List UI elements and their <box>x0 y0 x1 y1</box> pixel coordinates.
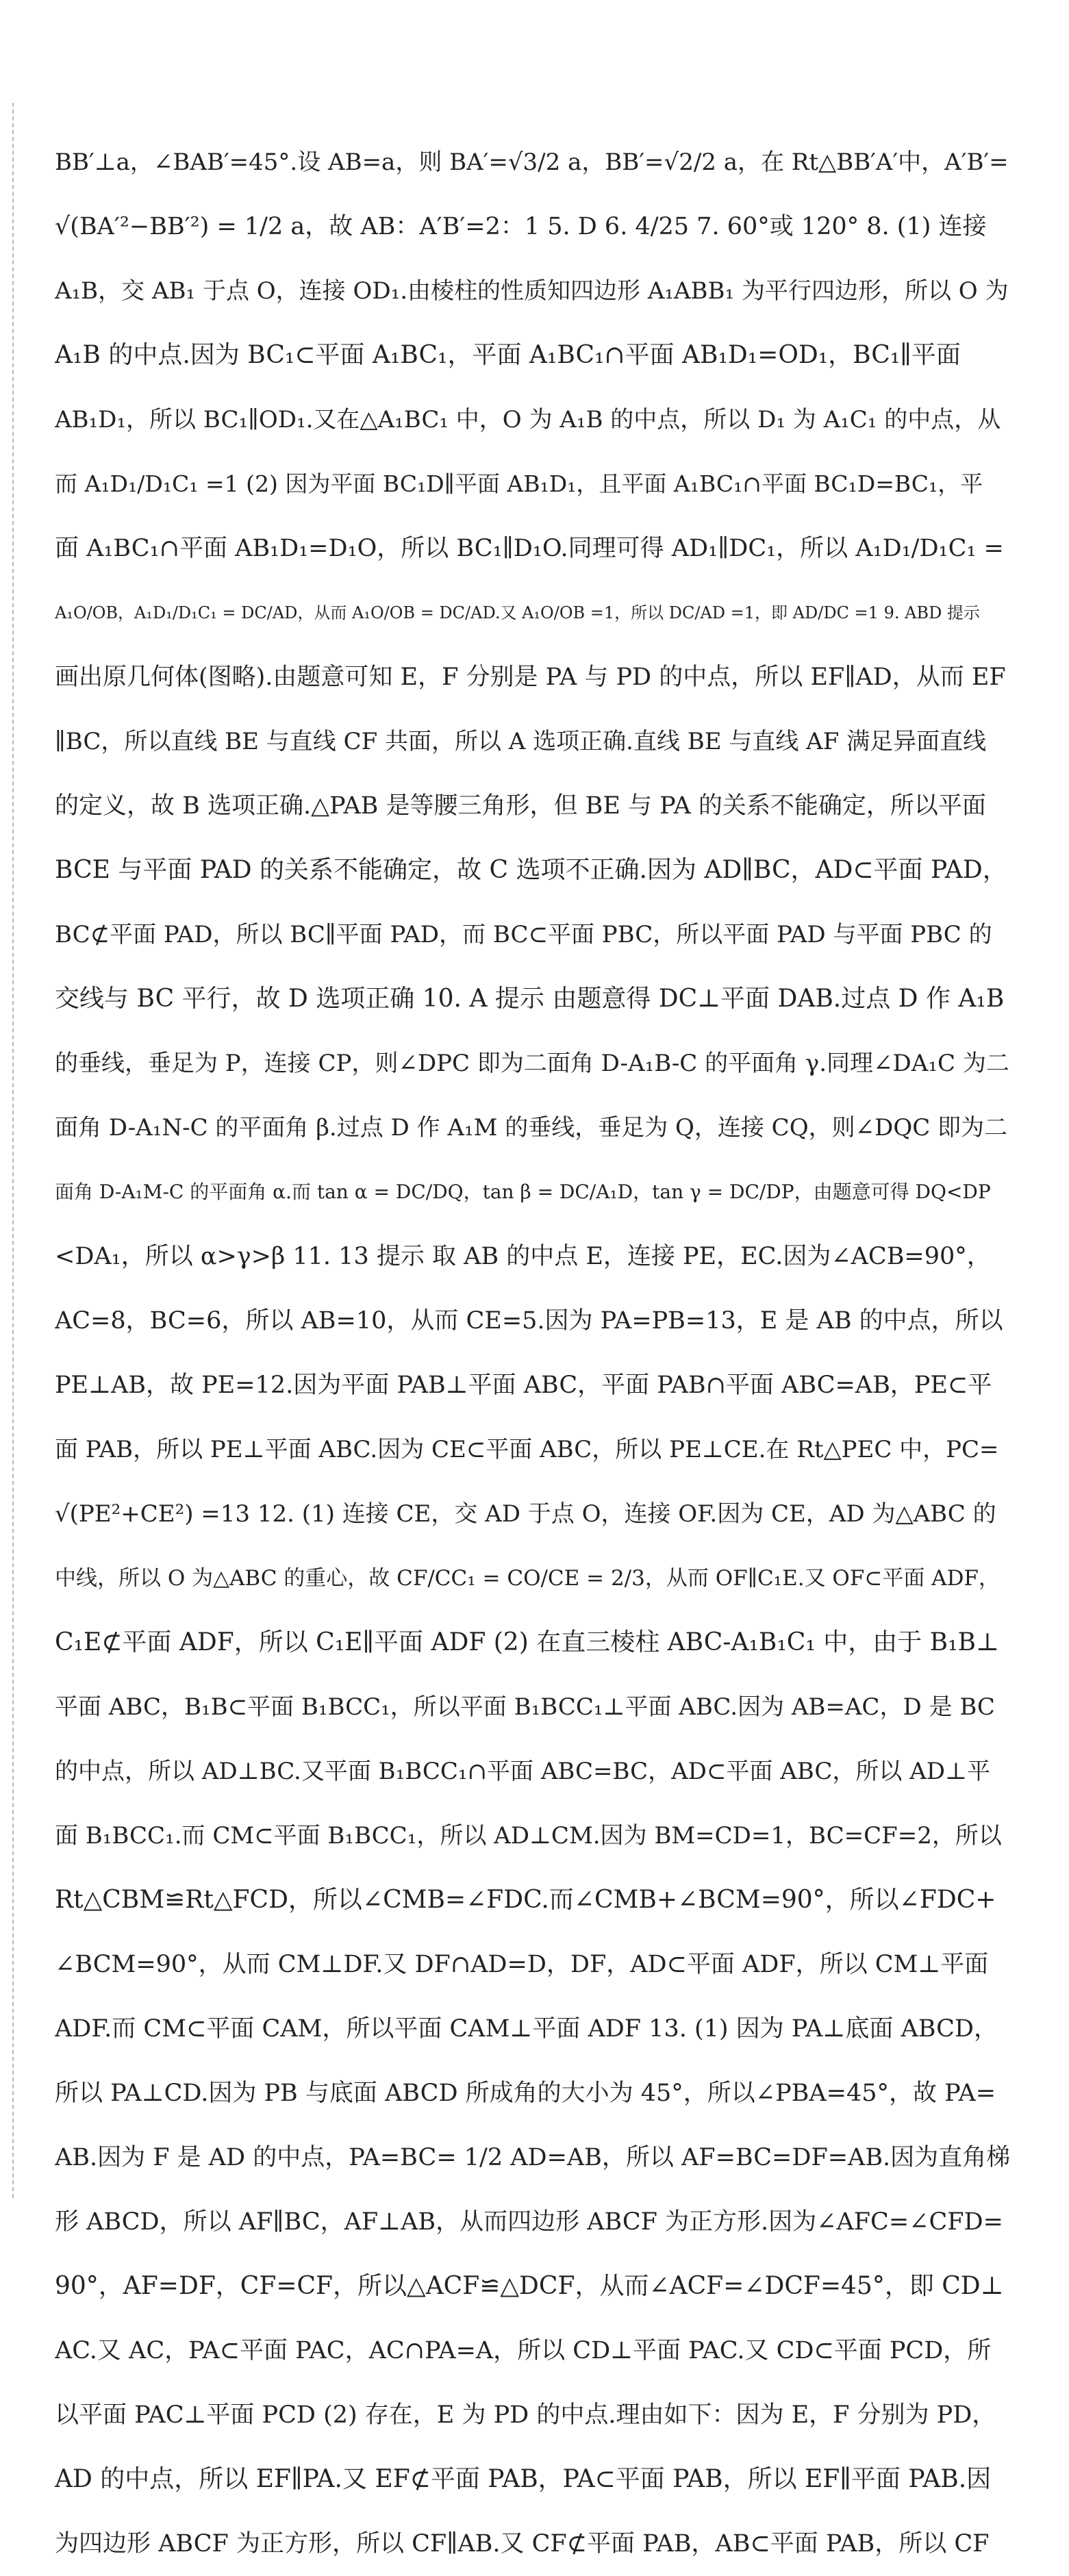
text-line: √(PE²+CE²) =13 12. (1) 连接 CE，交 AD 于点 O，连接 OF.因为 CE，AD 为△ABC 的 <box>55 1500 996 1528</box>
text-line: 面角 D-A₁M-C 的平面角 α.而 tan α = DC/DQ，tan β = DC/A₁D，tan γ = DC/DP，由题意可得 DQ<DP <box>55 1180 991 1203</box>
text-line: BB′⊥a，∠BAB′=45°.设 AB=a，则 BA′=√3/2 a，BB′=√2/2 a，在 Rt△BB′A′中，A′B′= <box>55 149 1009 176</box>
text-line: 为四边形 ABCF 为正方形，所以 CF∥AB.又 CF⊄平面 PAB，AB⊂平面 PAB，所以 CF <box>55 2530 990 2558</box>
text-line: 面 B₁BCC₁.而 CM⊂平面 B₁BCC₁，所以 AD⊥CM.因为 BM=CD=1，BC=CF=2，所以 <box>55 1822 1002 1849</box>
text-line: 形 ABCD，所以 AF∥BC，AF⊥AB，从而四边形 ABCF 为正方形.因为∠AFC=∠CFD= <box>55 2208 1003 2236</box>
text-line: Rt△CBM≌Rt△FCD，所以∠CMB=∠FDC.而∠CMB+∠BCM=90°，所以∠FDC+ <box>55 1886 996 1914</box>
text-line: 的定义，故 B 选项正确.△PAB 是等腰三角形，但 BE 与 PA 的关系不能确定，所以平面 <box>55 792 986 820</box>
text-line: 以平面 PAC⊥平面 PCD (2) 存在，E 为 PD 的中点.理由如下：因为 E，F 分别为 PD， <box>55 2401 996 2429</box>
text-line: 90°，AF=DF，CF=CF，所以△ACF≌△DCF，从而∠ACF=∠DCF=45°，即 CD⊥ <box>55 2272 1004 2300</box>
text-line: 中线，所以 O 为△ABC 的重心，故 CF/CC₁ = CO/CE = 2/3，从而 OF∥C₁E.又 OF⊂平面 ADF， <box>55 1566 1000 1591</box>
text-line: BC⊄平面 PAD，所以 BC∥平面 PAD，而 BC⊂平面 PBC，所以平面 PAD 与平面 PBC 的 <box>55 921 992 948</box>
text-line: 平面 ABC，B₁B⊂平面 B₁BCC₁，所以平面 B₁BCC₁⊥平面 ABC.因为 AB=AC，D 是 BC <box>55 1693 995 1721</box>
text-line: AD 的中点，所以 EF∥PA.又 EF⊄平面 PAB，PA⊂平面 PAB，所以 EF∥平面 PAB.因 <box>55 2465 992 2493</box>
text-line: PE⊥AB，故 PE=12.因为平面 PAB⊥平面 ABC，平面 PAB∩平面 ABC=AB，PE⊂平 <box>55 1372 992 1399</box>
text-line: A₁B，交 AB₁ 于点 O，连接 OD₁.由棱柱的性质知四边形 A₁ABB₁ 为平行四边形，所以 O 为 <box>55 277 1009 305</box>
text-line: 的垂线，垂足为 P，连接 CP，则∠DPC 即为二面角 D-A₁B-C 的平面角 γ.同理∠DA₁C 为二 <box>55 1050 1009 1077</box>
text-line: 画出原几何体(图略).由题意可知 E，F 分别是 PA 与 PD 的中点，所以 EF∥AD，从而 EF <box>55 664 1006 691</box>
text-line: BCE 与平面 PAD 的关系不能确定，故 C 选项不正确.因为 AD∥BC，AD⊂平面 PAD， <box>55 856 1007 884</box>
text-line: AB.因为 F 是 AD 的中点，PA=BC= 1/2 AD=AB，所以 AF=BC=DF=AB.因为直角梯 <box>55 2144 1010 2171</box>
text-line: ADF.而 CM⊂平面 CAM，所以平面 CAM⊥平面 ADF 13. (1) 因为 PA⊥底面 ABCD， <box>55 2015 998 2043</box>
text-line: <DA₁，所以 α>γ>β 11. 13 提示 取 AB 的中点 E，连接 PE，EC.因为∠ACB=90°， <box>55 1243 991 1270</box>
text-line: ∥BC，所以直线 BE 与直线 CF 共面，所以 A 选项正确.直线 BE 与直线 AF 满足异面直线 <box>55 728 987 755</box>
text-line: 面角 D-A₁N-C 的平面角 β.过点 D 作 A₁M 的垂线，垂足为 Q，连接 CQ，则∠DQC 即为二 <box>55 1114 1008 1141</box>
text-line: AC=8，BC=6，所以 AB=10，从而 CE=5.因为 PA=PB=13，E 是 AB 的中点，所以 <box>55 1307 1003 1335</box>
text-line: A₁O/OB，A₁D₁/D₁C₁ = DC/AD，从而 A₁O/OB = DC/AD.又 A₁O/OB =1，所以 DC/AD =1，即 AD/DC =1 9. ABD 提示 <box>55 603 980 622</box>
text-line: AB₁D₁，所以 BC₁∥OD₁.又在△A₁BC₁ 中，O 为 A₁B 的中点，所以 D₁ 为 A₁C₁ 的中点，从 <box>55 406 1001 433</box>
text-line: √(BA′²−BB′²) = 1/2 a，故 AB：A′B′=2：1 5. D 6. 4/25 7. 60°或 120° 8. (1) 连接 <box>55 213 987 240</box>
text-line: A₁B 的中点.因为 BC₁⊂平面 A₁BC₁，平面 A₁BC₁∩平面 AB₁D₁=OD₁，BC₁∥平面 <box>55 341 961 369</box>
text-line: C₁E⊄平面 ADF，所以 C₁E∥平面 ADF (2) 在直三棱柱 ABC-A₁B₁C₁ 中，由于 B₁B⊥ <box>55 1628 999 1656</box>
text-line: 的中点，所以 AD⊥BC.又平面 B₁BCC₁∩平面 ABC=BC，AD⊂平面 ABC，所以 AD⊥平 <box>55 1758 991 1785</box>
text-line: ∠BCM=90°，从而 CM⊥DF.又 DF∩AD=D，DF，AD⊂平面 ADF，所以 CM⊥平面 <box>55 1951 989 1978</box>
text-line: 面 PAB，所以 PE⊥平面 ABC.因为 CE⊂平面 ABC，所以 PE⊥CE.在 Rt△PEC 中，PC= <box>55 1436 999 1463</box>
answer-text-block <box>55 130 1010 2576</box>
text-line: 所以 PA⊥CD.因为 PB 与底面 ABCD 所成角的大小为 45°，所以∠PBA=45°，故 PA= <box>55 2080 996 2107</box>
text-line: AC.又 AC，PA⊂平面 PAC，AC∩PA=A，所以 CD⊥平面 PAC.又 CD⊂平面 PCD，所 <box>55 2337 992 2364</box>
text-line: 而 A₁D₁/D₁C₁ =1 (2) 因为平面 BC₁D∥平面 AB₁D₁，且平面 A₁BC₁∩平面 BC₁D=BC₁，平 <box>55 470 983 497</box>
text-line: 交线与 BC 平行，故 D 选项正确 10. A 提示 由题意得 DC⊥平面 DAB.过点 D 作 A₁B <box>55 985 1005 1013</box>
margin-dashed-rule <box>12 103 14 2198</box>
text-line: 面 A₁BC₁∩平面 AB₁D₁=D₁O，所以 BC₁∥D₁O.同理可得 AD₁∥DC₁，所以 A₁D₁/D₁C₁ = <box>55 535 1004 562</box>
